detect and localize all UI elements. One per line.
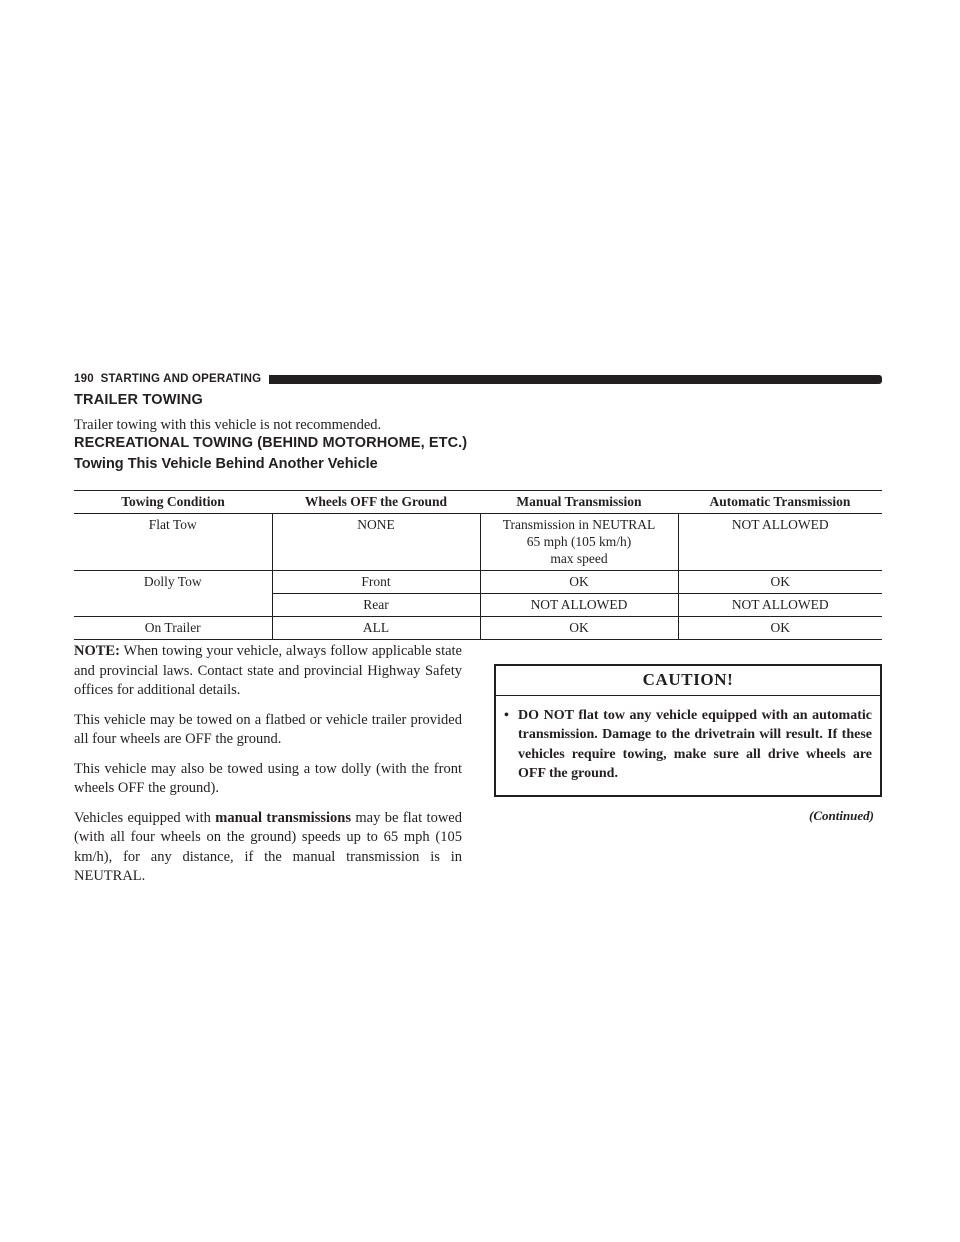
table-row [74,514,882,571]
header-rule [269,375,882,384]
list-item [504,706,872,784]
flat-tow-manual-line2: 65 mph (105 km/h) [526,534,632,549]
note-label: NOTE: [74,643,120,659]
cell-dolly-front-manual: OK [480,571,678,594]
towing-table [74,490,882,640]
recreational-towing-heading: RECREATIONAL TOWING (BEHIND MOTORHOME, ETC.) [74,435,468,451]
right-column [494,642,882,825]
cell-dolly-tow-condition: Dolly Tow [74,571,272,617]
section-title: STARTING AND OPERATING [100,373,262,385]
caution-list [496,696,880,795]
towing-behind-vehicle-subheading: Towing This Vehicle Behind Another Vehicle [74,456,378,472]
cell-on-trailer-wheels: ALL [272,617,480,640]
tow-dolly-paragraph: This vehicle may also be towed using a tow dolly (with the front wheels OFF the ground). [74,760,462,796]
cell-flat-tow-manual [480,514,678,571]
cell-dolly-front-wheels: Front [272,571,480,594]
flat-tow-manual-line1: Transmission in NEUTRAL [502,517,656,532]
caution-item-text: DO NOT flat tow any vehicle equipped with an automatic transmission. Damage to the drivetrain will result. If these vehicles require towing, make sure all drive wheels are OFF the ground. [518,707,872,781]
header-wheels-off: Wheels OFF the Ground [272,491,480,514]
cell-on-trailer-condition: On Trailer [74,617,272,640]
note-paragraph [74,642,462,701]
continued-label: (Continued) [808,807,874,823]
left-column [74,642,462,897]
caution-box [494,664,882,797]
table-row [74,617,882,640]
note-text: When towing your vehicle, always follow applicable state and provincial laws. Contact state and provincial Highway Safety offices for additional details. [74,643,462,698]
page-header [74,371,882,387]
manual-transmission-paragraph [74,809,462,887]
cell-on-trailer-manual: OK [480,617,678,640]
page-number-section [74,373,261,385]
caution-title: CAUTION! [496,666,880,696]
table-row [74,571,882,594]
page-number: 190 [74,373,94,385]
cell-flat-tow-automatic: NOT ALLOWED [678,514,882,571]
flatbed-paragraph: This vehicle may be towed on a flatbed or vehicle trailer provided all four wheels are OFF the ground. [74,711,462,747]
p3-after: may be flat towed (with all four wheels on the ground) speeds up to 65 mph (105 km/h), for any distance, if the manual transmission is in NEUTRAL. [74,809,462,884]
cell-dolly-rear-wheels: Rear [272,594,480,617]
flat-tow-manual-line3: max speed [550,551,608,566]
bullet-icon: • [504,707,509,723]
header-manual-transmission: Manual Transmission [480,491,678,514]
cell-on-trailer-automatic: OK [678,617,882,640]
header-automatic-transmission: Automatic Transmission [678,491,882,514]
trailer-towing-heading: TRAILER TOWING [74,392,203,408]
cell-flat-tow-wheels: NONE [272,514,480,571]
table-header-row [74,491,882,514]
p3-before: Vehicles equipped with [74,809,216,826]
p3-bold: manual transmissions [215,809,351,826]
header-towing-condition: Towing Condition [74,491,272,514]
cell-dolly-rear-manual: NOT ALLOWED [480,594,678,617]
cell-dolly-rear-automatic: NOT ALLOWED [678,594,882,617]
cell-dolly-front-automatic: OK [678,571,882,594]
cell-flat-tow-condition: Flat Tow [74,514,272,571]
trailer-towing-text: Trailer towing with this vehicle is not recommended. [74,417,382,433]
